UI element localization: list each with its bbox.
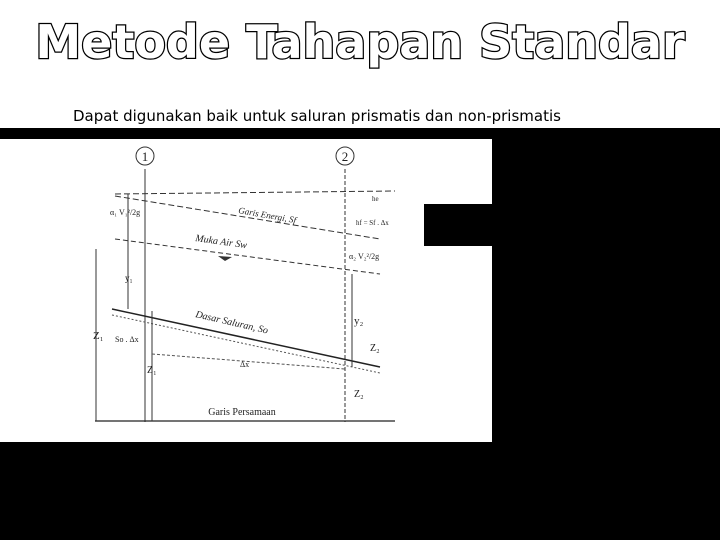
title-text: Metode Tahapan Standar <box>35 15 685 69</box>
diagram-panel <box>0 139 492 442</box>
so-dx-label: So . Δx <box>115 335 139 344</box>
hf-label: hf = Sf . Δx <box>356 219 389 227</box>
channel-bed-label: Dasar Saluran, So <box>194 309 270 337</box>
z1-label: Z₁ <box>147 365 157 376</box>
water-surface-label: Muka Air Sw <box>194 233 248 252</box>
velocity-head-1-label: α₁ V₁²/2g <box>110 208 141 217</box>
slide-title <box>0 6 720 76</box>
energy-grade-line <box>115 196 380 239</box>
section-2-label: 2 <box>341 149 349 164</box>
water-surface-symbol <box>218 256 232 261</box>
energy-horizontal-line <box>115 191 395 194</box>
black-inset-block <box>424 204 492 246</box>
dx-label: Δx <box>240 360 250 369</box>
y1-label: y₁ <box>125 273 133 283</box>
subtitle: Dapat digunakan baik untuk saluran prismatis dan non-prismatis <box>73 107 561 125</box>
y2-label: y₂ <box>354 315 364 327</box>
Z2-label: Z₂ <box>370 343 380 354</box>
datum-label: Garis Persamaan <box>208 407 276 418</box>
Z1-label: Z₁ <box>93 330 104 342</box>
he-label: he <box>372 195 379 203</box>
section-1-label: 1 <box>141 149 149 164</box>
velocity-head-2-label: α₂ V₂²/2g <box>349 252 380 261</box>
water-surface-line <box>115 239 380 274</box>
z2-label: Z₂ <box>354 389 364 400</box>
energy-line-label: Garis Energi, Sf <box>237 205 297 226</box>
